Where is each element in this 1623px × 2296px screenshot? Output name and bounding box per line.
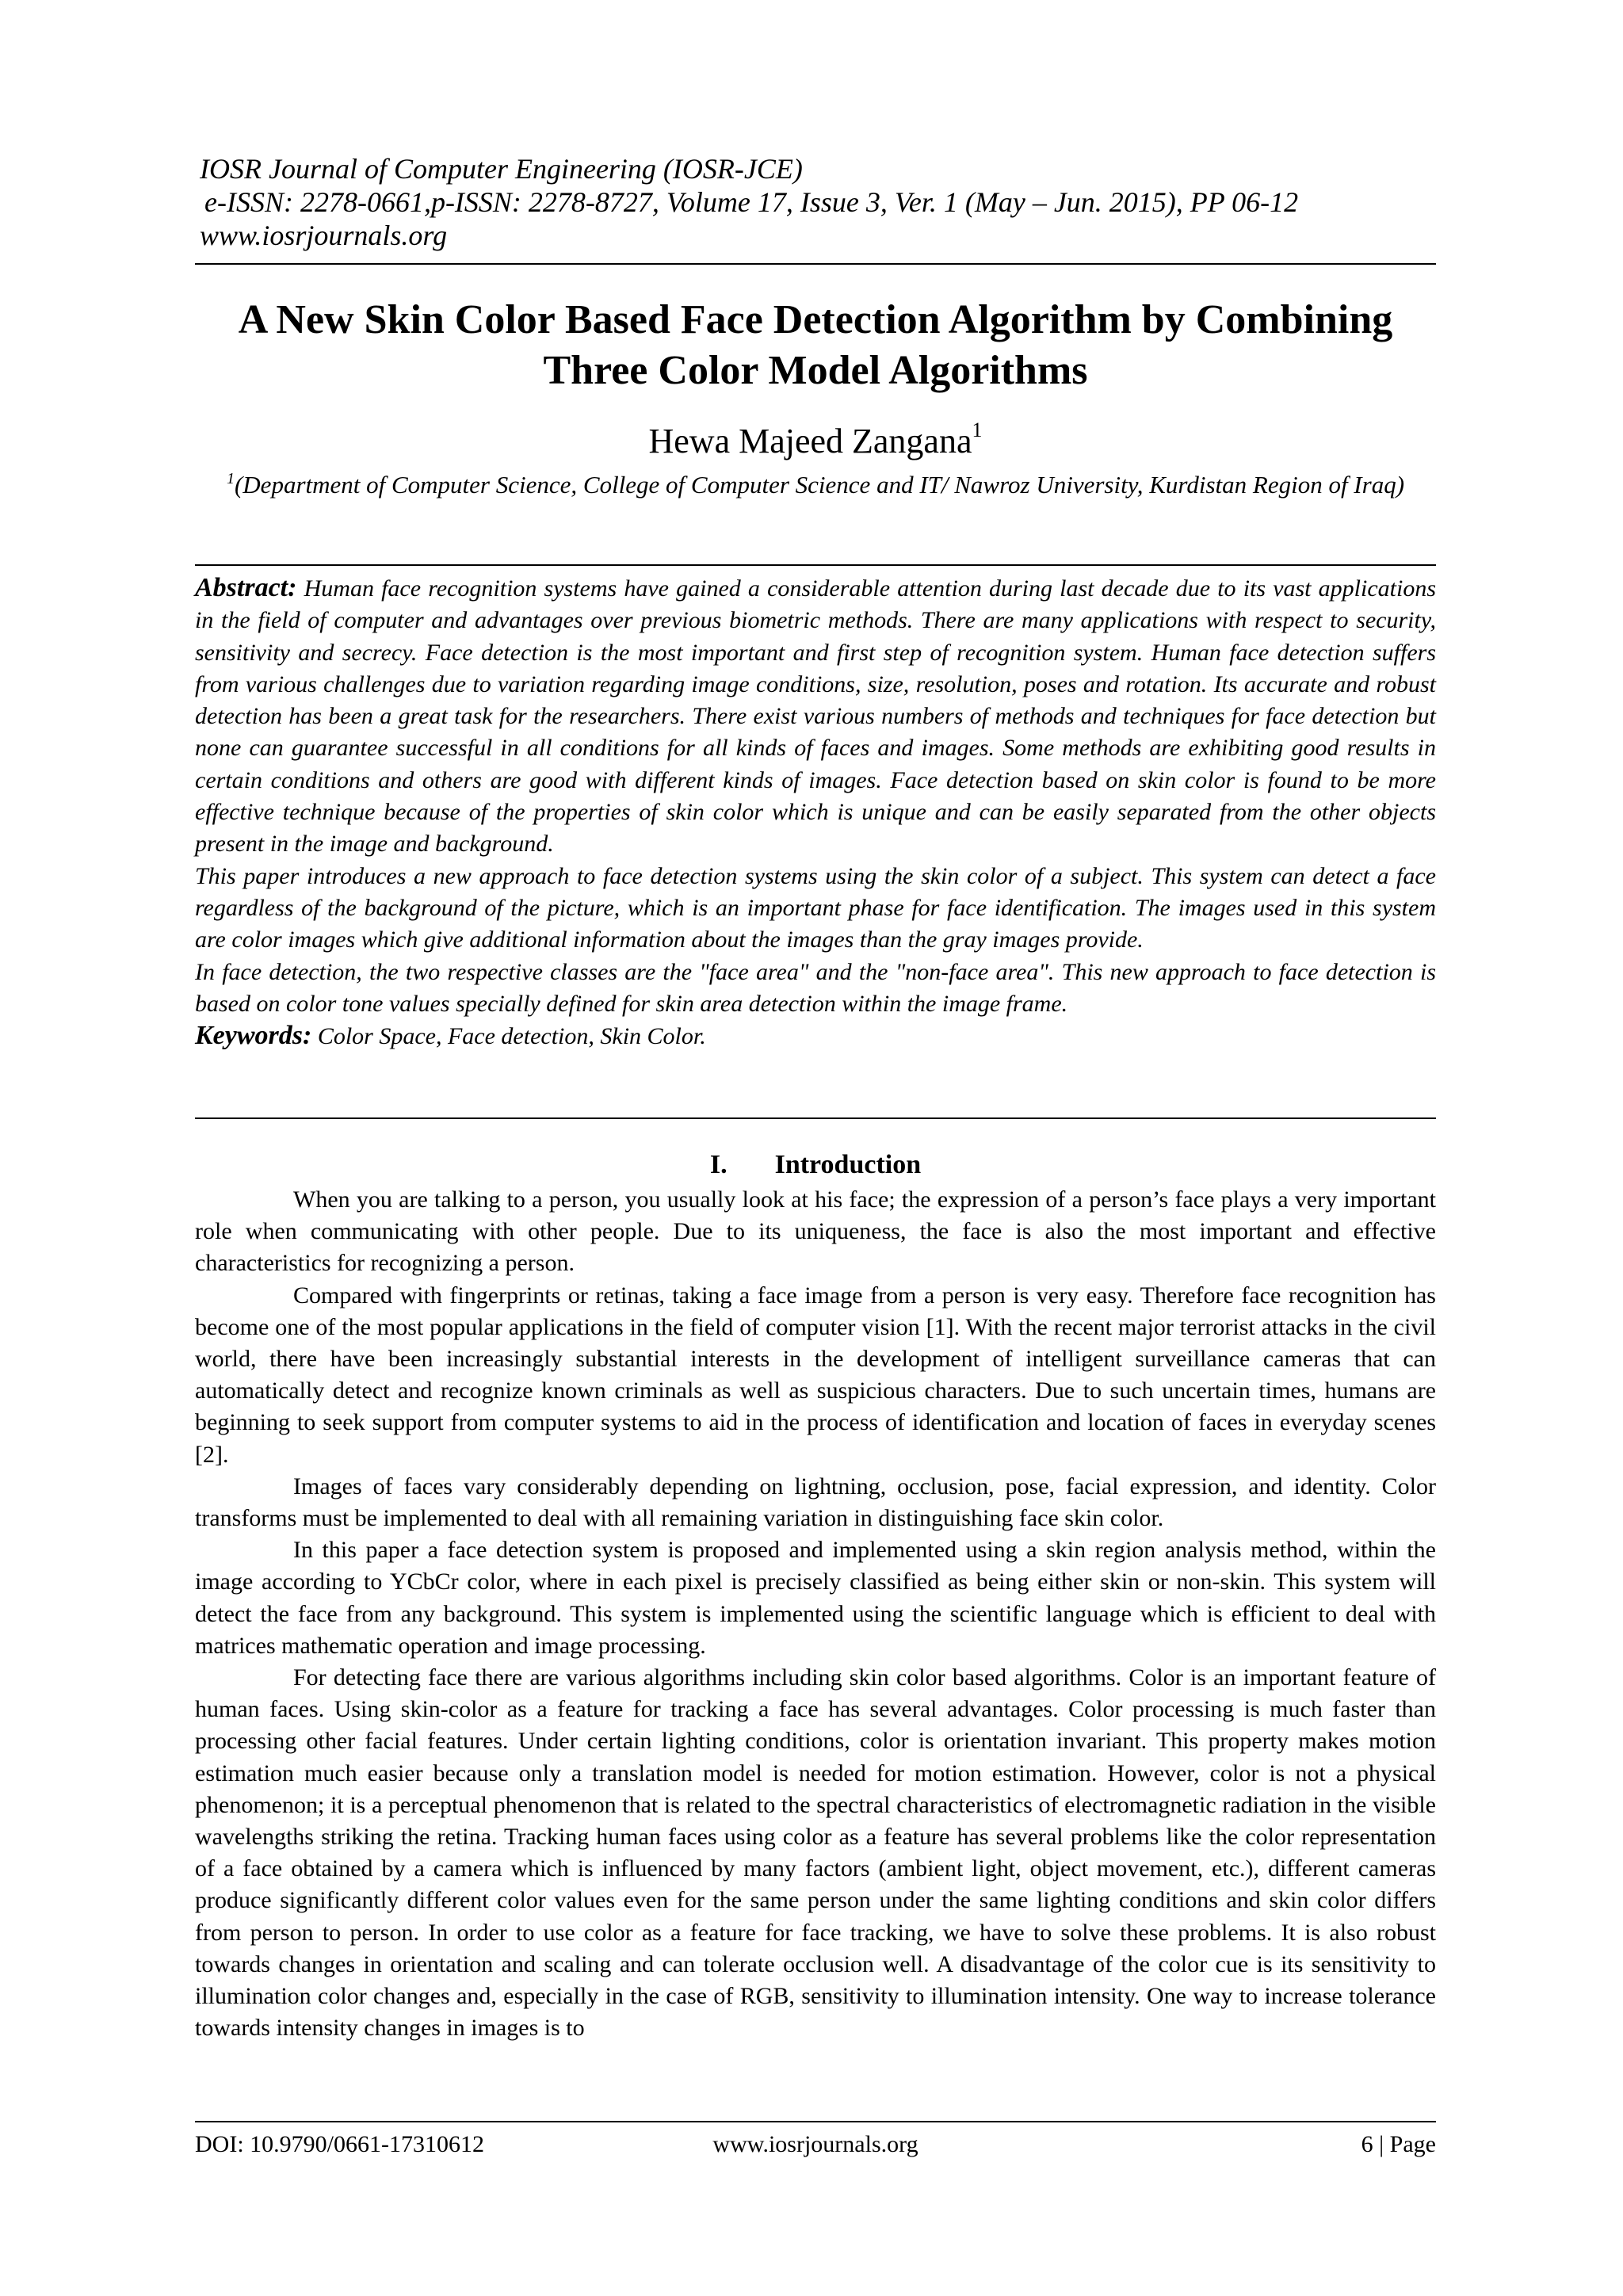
body-paragraph: Compared with fingerprints or retinas, taking a face image from a person is very easy. Therefore face recognition has become one of the most popular applications in the field of computer vision [1]. With the recent major terrorist attacks in the civil world, there have been increasingly substantial interests in the development of intelligent surveillance cameras that can automatically detect and recognize known criminals as well as suspicious characters. Due to such uncertain times, humans are beginning to seek support from computer systems to aid in the process of identification and location of faces in everyday scenes [2]. <box>195 1282 1436 1468</box>
body-paragraph: Images of faces vary considerably depending on lightning, occlusion, pose, facial expression, and identity. Color transforms must be implemented to deal with all remaining variation in distinguishing face skin color. <box>195 1473 1436 1532</box>
body-paragraph: In this paper a face detection system is proposed and implemented using a skin region analysis method, within the image according to YCbCr color, where in each pixel is precisely classified as being either skin or non-skin. This system will detect the face from any background. This system is implemented using the scientific language which is efficient to deal with matrices mathematic operation and image processing. <box>195 1537 1436 1659</box>
abstract-text-1: Human face recognition systems have gained a considerable attention during last decade due to its vast applications in the field of computer and advantages over previous biometric methods. There are many applications with respect to security, sensitivity and secrecy. Face detection is the most important and first step of recognition system. Human face detection suffers from various challenges due to variation regarding image conditions, size, resolution, poses and rotation. Its accurate and robust detection has been a great task for the researchers. There exist various numbers of methods and techniques for face detection but none can guarantee successful in all conditions for all kinds of faces and images. Some methods are exhibiting good results in certain conditions and others are good with different kinds of images. Face detection based on skin color is found to be more effective technique because of the properties of skin color which is unique and can be easily separated from the other objects present in the image and background. <box>195 575 1436 858</box>
journal-name: IOSR Journal of Computer Engineering (IOSR-JCE) <box>200 153 803 185</box>
issn-line: e-ISSN: 2278-0661,p-ISSN: 2278-8727, Volume 17, Issue 3, Ver. 1 (May – Jun. 2015), PP 06-12 <box>204 186 1299 218</box>
body-paragraph: For detecting face there are various algorithms including skin color based algorithms. Color is an important feature of human faces. Using skin-color as a feature for tracking a face has several advantages. Color processing is much faster than processing other facial features. Under certain lighting conditions, color is orientation invariant. This property makes motion estimation much easier because only a translation model is needed for motion estimation. However, color is not a physical phenomenon; it is a perceptual phenomenon that is related to the spectral characteristics of electromagnetic radiation in the visible wavelengths striking the retina. Tracking human faces using color as a feature has several problems like the color representation of a face obtained by a camera which is influenced by many factors (ambient light, object movement, etc.), different cameras produce significantly different color values even for the same person under the same lighting conditions and skin color differs from person to person. In order to use color as a feature for face tracking, we have to solve these problems. It is also robust towards changes in orientation and scaling and can tolerate occlusion well. A disadvantage of the color cue is its sensitivity to illumination color changes and, especially in the case of RGB, sensitivity to illumination intensity. One way to increase tolerance towards intensity changes in images is to <box>195 1664 1436 2042</box>
journal-header <box>200 152 1436 252</box>
footer-website: www.iosrjournals.org <box>712 2131 918 2157</box>
abstract-label: Abstract: <box>195 573 297 602</box>
author-superscript: 1 <box>972 418 983 441</box>
abstract-paragraph-1 <box>195 572 1436 861</box>
keywords-text: Color Space, Face detection, Skin Color. <box>317 1023 706 1050</box>
paper-page <box>195 0 1436 2296</box>
abstract-block <box>195 572 1436 1052</box>
footer-rule <box>195 2121 1436 2122</box>
section-heading-introduction <box>195 1148 1436 1182</box>
title-line-2: Three Color Model Algorithms <box>543 348 1088 393</box>
footer-page-number: 6 | Page <box>1361 2131 1436 2157</box>
abstract-paragraph-3: In face detection, the two respective classes are the "face area" and the "non-face area". This new approach to face detection is based on color tone values specially defined for skin area detection within the image frame. <box>195 958 1436 1017</box>
body-paragraph: When you are talking to a person, you usually look at his face; the expression of a person’s face plays a very important role when communicating with other people. Due to its uniqueness, the face is also the most important and effective characteristics for recognizing a person. <box>195 1186 1436 1277</box>
title-line-1: A New Skin Color Based Face Detection Algorithm by Combining <box>238 297 1393 342</box>
section-number: I. <box>709 1150 727 1179</box>
journal-website: www.iosrjournals.org <box>200 220 448 251</box>
author-text: Hewa Majeed Zangana <box>648 422 972 460</box>
keywords-label: Keywords: <box>195 1021 312 1051</box>
abstract-top-rule <box>195 564 1436 566</box>
author-name <box>195 420 1436 463</box>
abstract-paragraph-2: This paper introduces a new approach to face detection systems using the skin color of a subject. This system can detect a face regardless of the background of the picture, which is an important phase for face identification. The images used in this system are color images which give additional information about the images than the gray images provide. <box>195 862 1436 953</box>
header-rule <box>195 263 1436 265</box>
author-affiliation <box>195 469 1436 501</box>
affiliation-text: (Department of Computer Science, College of Computer Science and IT/ Nawroz University, Kurdistan Region of Iraq) <box>234 471 1405 499</box>
section-title: Introduction <box>774 1150 922 1179</box>
footer-doi: DOI: 10.9790/0661-17310612 <box>195 2131 484 2157</box>
affiliation-superscript: 1 <box>226 470 235 487</box>
introduction-body <box>195 1184 1436 2044</box>
abstract-bottom-rule <box>195 1117 1436 1119</box>
paper-title <box>195 295 1436 396</box>
keywords-line <box>195 1020 1436 1052</box>
